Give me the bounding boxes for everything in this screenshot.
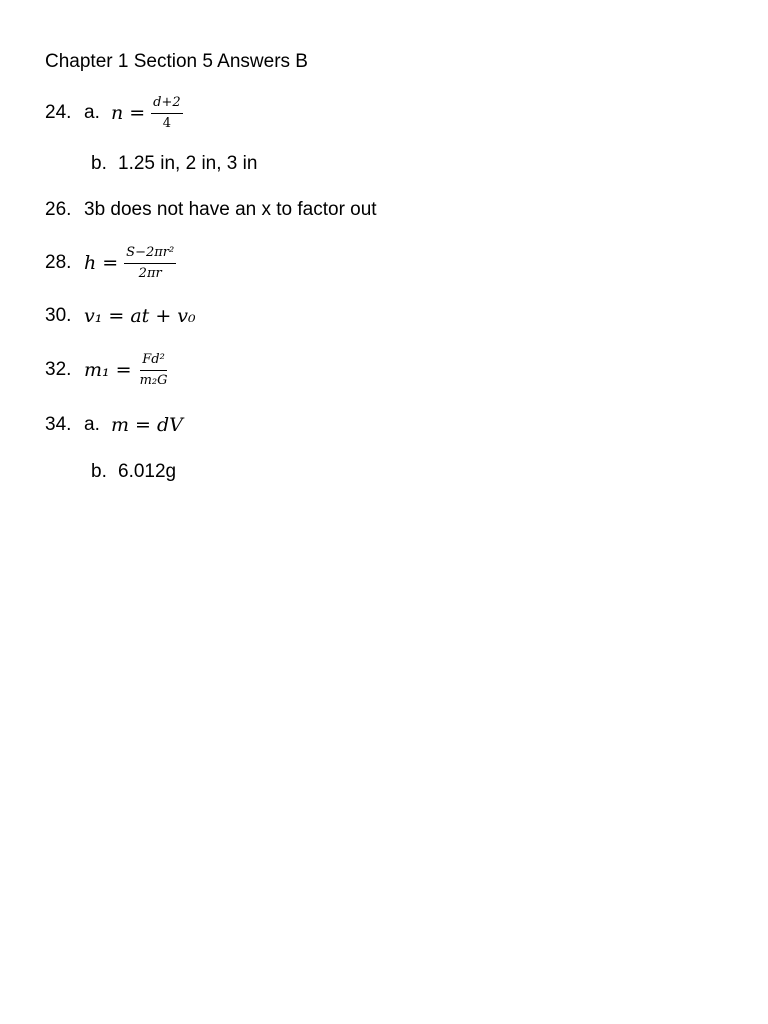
fraction [124,245,176,282]
part-label: a. [84,414,100,435]
fraction-denominator: m₂G [139,372,168,388]
equation: v₁ = at + v₀ [84,305,196,327]
equals-sign: = [129,102,146,124]
part-label: b. [91,153,107,174]
answer-number: 32. [45,359,72,380]
fraction-numerator: S−2πr² [124,245,176,264]
answer-24a [45,91,183,135]
answer-number: 28. [45,252,72,273]
answer-26 [45,198,377,222]
answer-28 [45,241,176,285]
fraction [151,95,183,132]
fraction [138,352,170,389]
answer-text: 6.012g [118,461,177,482]
equation-lhs: h [84,252,97,274]
answer-number: 30. [45,305,72,326]
answer-number: 34. [45,414,72,435]
answer-34b [91,460,176,484]
answer-24b [91,152,257,176]
answer-30 [45,304,196,328]
equation-lhs: n [111,102,124,124]
equation-lhs: m₁ [84,359,110,381]
fraction-denominator: 4 [162,115,172,131]
answer-text: 1.25 in, 2 in, 3 in [118,153,258,174]
equation: m = dV [111,414,183,436]
answer-number: 24. [45,102,72,123]
answer-text: 3b does not have an x to factor out [84,199,377,220]
part-label: b. [91,461,107,482]
page-title: Chapter 1 Section 5 Answers B [45,51,308,72]
fraction-denominator: 2πr [138,265,162,281]
equals-sign: = [102,252,119,274]
part-label: a. [84,102,100,123]
answer-32 [45,348,170,392]
equals-sign: = [115,359,132,381]
answer-34a [45,413,183,437]
fraction-numerator: d+2 [151,95,183,114]
answer-number: 26. [45,199,72,220]
fraction-numerator: Fd² [140,352,167,371]
